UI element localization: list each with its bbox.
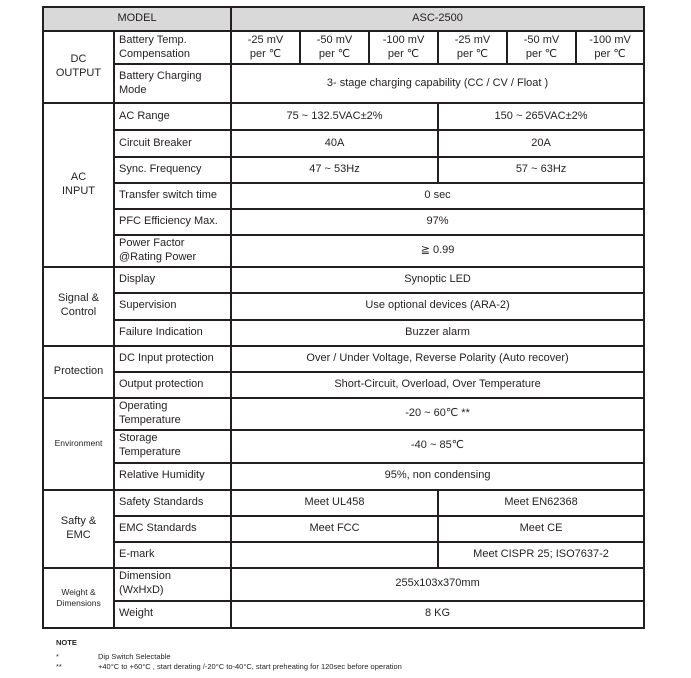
- table-row: [43, 490, 644, 516]
- row-label-weight: Weight: [114, 601, 231, 628]
- row-label-dc-input-protection: DC Input protection: [114, 346, 231, 372]
- note-item: [56, 662, 402, 673]
- value-safety-standards-left: Meet UL458: [231, 490, 438, 516]
- table-row: [43, 267, 644, 293]
- value-operating-temperature: -20 ~ 60℃ **: [231, 398, 644, 430]
- row-label-emc-standards: EMC Standards: [114, 516, 231, 542]
- table-row: [43, 130, 644, 157]
- value-weight: 8 KG: [231, 601, 644, 628]
- value-output-protection: Short-Circuit, Overload, Over Temperature: [231, 372, 644, 398]
- model-header-cell: MODEL: [43, 7, 231, 31]
- table-row: [43, 103, 644, 130]
- row-label-power-factor: Power Factor @Rating Power: [114, 235, 231, 267]
- table-row: [43, 568, 644, 601]
- value-transfer-switch-time: 0 sec: [231, 183, 644, 209]
- value-circuit-breaker-right: 20A: [438, 130, 644, 157]
- section-dc-output: DC OUTPUT: [43, 31, 114, 103]
- section-signal-control: Signal & Control: [43, 267, 114, 346]
- table-row: [43, 463, 644, 490]
- value-dimension: 255x103x370mm: [231, 568, 644, 601]
- value-storage-temperature: -40 ~ 85℃: [231, 430, 644, 463]
- row-label-sync-frequency: Sync. Frequency: [114, 157, 231, 183]
- table-row: [43, 372, 644, 398]
- row-label-supervision: Supervision: [114, 293, 231, 320]
- row-label-failure-indication: Failure Indication: [114, 320, 231, 346]
- note-block: [56, 638, 402, 673]
- value-e-mark-right: Meet CISPR 25; ISO7637-2: [438, 542, 644, 568]
- value-ac-range-110v: 75 ~ 132.5VAC±2%: [231, 103, 438, 130]
- table-row: [43, 516, 644, 542]
- section-safty-emc: Safty & EMC: [43, 490, 114, 568]
- row-label-battery-temp-compensation: Battery Temp. Compensation: [114, 31, 231, 64]
- value-supervision: Use optional devices (ARA-2): [231, 293, 644, 320]
- value-batt-comp-1: -25 mV per ℃: [231, 31, 300, 64]
- row-label-relative-humidity: Relative Humidity: [114, 463, 231, 490]
- row-label-circuit-breaker: Circuit Breaker: [114, 130, 231, 157]
- note-title: NOTE: [56, 638, 77, 647]
- note-mark-double-asterisk: **: [56, 662, 62, 671]
- note-mark-single-asterisk: *: [56, 651, 59, 661]
- table-row: [43, 601, 644, 628]
- section-ac-input: AC INPUT: [43, 103, 114, 267]
- model-value-cell: ASC-2500: [231, 7, 644, 31]
- note-text-dip-switch: Dip Switch Selectable: [98, 651, 171, 661]
- value-batt-comp-6: -100 mV per ℃: [576, 31, 644, 64]
- row-label-pfc-efficiency: PFC Efficiency Max.: [114, 209, 231, 235]
- table-row: [43, 430, 644, 463]
- row-label-ac-range: AC Range: [114, 103, 231, 130]
- value-power-factor: ≧ 0.99: [231, 235, 644, 267]
- value-batt-comp-5: -50 mV per ℃: [507, 31, 576, 64]
- value-emc-standards-left: Meet FCC: [231, 516, 438, 542]
- table-row: [43, 398, 644, 430]
- row-label-storage-temperature: Storage Temperature: [114, 430, 231, 463]
- spec-table: [42, 6, 645, 629]
- table-row: [43, 157, 644, 183]
- value-ac-range-220v: 150 ~ 265VAC±2%: [438, 103, 644, 130]
- value-sync-frequency-left: 47 ~ 53Hz: [231, 157, 438, 183]
- value-e-mark-left: [231, 542, 438, 568]
- row-label-output-protection: Output protection: [114, 372, 231, 398]
- table-row: [43, 542, 644, 568]
- table-row: [43, 293, 644, 320]
- note-item: [56, 652, 402, 663]
- row-label-operating-temperature: Operating Temperature: [114, 398, 231, 430]
- note-text-derating: +40°C to +60°C , start derating /-20°C to-40°C, start preheating for 120sec before operation: [98, 662, 402, 671]
- table-row: [43, 346, 644, 372]
- table-row: [43, 235, 644, 267]
- value-display: Synoptic LED: [231, 267, 644, 293]
- table-row: [43, 31, 644, 64]
- value-pfc-efficiency: 97%: [231, 209, 644, 235]
- table-row: [43, 64, 644, 103]
- value-batt-comp-2: -50 mV per ℃: [300, 31, 369, 64]
- value-dc-input-protection: Over / Under Voltage, Reverse Polarity (Auto recover): [231, 346, 644, 372]
- section-environment: Environment: [43, 398, 114, 490]
- value-safety-standards-right: Meet EN62368: [438, 490, 644, 516]
- section-weight-dimensions: Weight & Dimensions: [43, 568, 114, 628]
- table-row: [43, 209, 644, 235]
- value-battery-charging-mode: 3- stage charging capability (CC / CV / Float ): [231, 64, 644, 103]
- row-label-dimension: Dimension (WxHxD): [114, 568, 231, 601]
- value-batt-comp-3: -100 mV per ℃: [369, 31, 438, 64]
- value-emc-standards-right: Meet CE: [438, 516, 644, 542]
- row-label-transfer-switch-time: Transfer switch time: [114, 183, 231, 209]
- row-label-display: Display: [114, 267, 231, 293]
- section-protection: Protection: [43, 346, 114, 398]
- table-row: [43, 183, 644, 209]
- value-sync-frequency-right: 57 ~ 63Hz: [438, 157, 644, 183]
- row-label-battery-charging-mode: Battery Charging Mode: [114, 64, 231, 103]
- table-row: [43, 320, 644, 346]
- value-failure-indication: Buzzer alarm: [231, 320, 644, 346]
- value-relative-humidity: 95%, non condensing: [231, 463, 644, 490]
- table-header-row: [43, 7, 644, 31]
- value-circuit-breaker-left: 40A: [231, 130, 438, 157]
- row-label-safety-standards: Safety Standards: [114, 490, 231, 516]
- value-batt-comp-4: -25 mV per ℃: [438, 31, 507, 64]
- row-label-e-mark: E-mark: [114, 542, 231, 568]
